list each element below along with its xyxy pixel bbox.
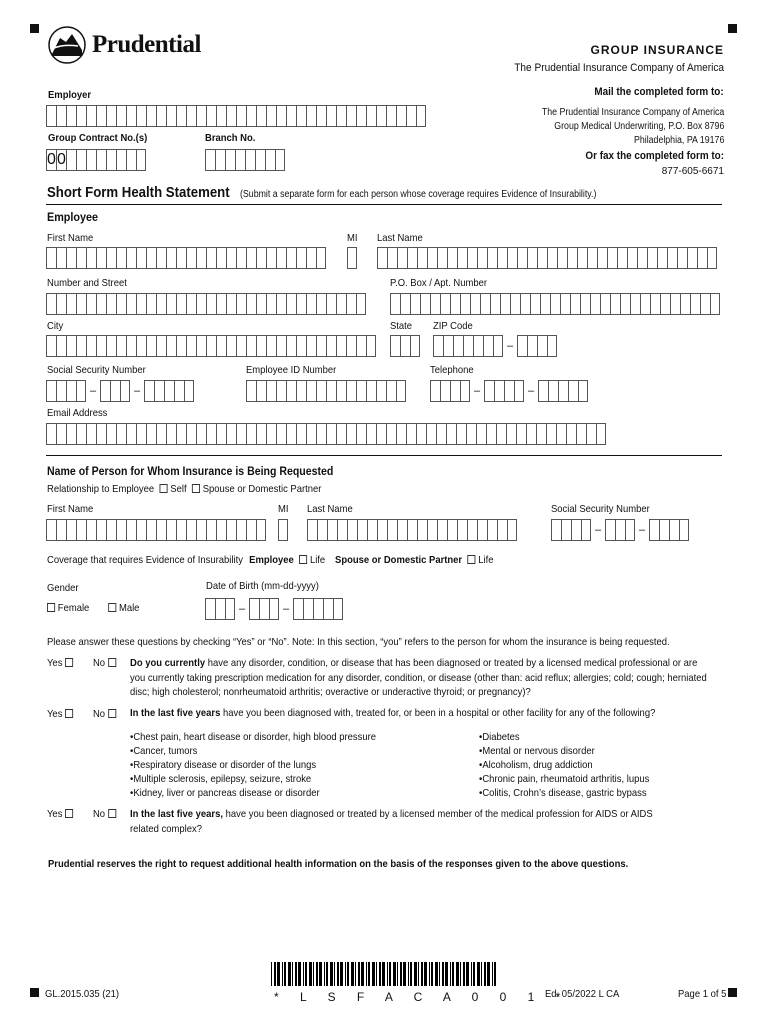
q2-yes-no bbox=[47, 708, 119, 720]
question-1 bbox=[130, 656, 707, 700]
yes-label: Yes bbox=[47, 708, 63, 720]
divider bbox=[46, 455, 722, 456]
q1-text: have any disorder, condition, or disease that has been diagnosed or treated by a licensed medical professional or are bbox=[205, 657, 698, 669]
person-ssn-field[interactable]: – – bbox=[551, 519, 689, 541]
street-label: Number and Street bbox=[47, 277, 127, 289]
q1-line3: disc; high cholesterol; nonrheumatoid arthritis; overactive or underactive thyroid; or pregnancy)? bbox=[130, 686, 531, 698]
fax-number: 877-605-6671 bbox=[661, 166, 724, 177]
registration-mark bbox=[728, 988, 737, 997]
dob-label: Date of Birth (mm-dd-yyyy) bbox=[206, 580, 319, 592]
person-last-name-label: Last Name bbox=[307, 503, 353, 515]
self-label: Self bbox=[170, 483, 187, 495]
coverage-row bbox=[47, 554, 493, 566]
registration-mark bbox=[30, 24, 39, 33]
q3-yes-checkbox[interactable] bbox=[65, 809, 73, 818]
condition-item: • Mental or nervous disorder bbox=[479, 744, 649, 758]
city-field[interactable] bbox=[46, 335, 376, 357]
condition-item: • Multiple sclerosis, epilepsy, seizure, stroke bbox=[130, 772, 376, 786]
reserve-note: Prudential reserves the right to request additional health information on the basis of the responses given to the above questions. bbox=[48, 858, 629, 870]
q2-no-checkbox[interactable] bbox=[108, 709, 116, 718]
yes-label: Yes bbox=[47, 808, 63, 820]
po-box-label: P.O. Box / Apt. Number bbox=[390, 277, 488, 289]
dob-field[interactable]: – – bbox=[205, 598, 343, 620]
spouse-label: Spouse or Domestic Partner bbox=[202, 483, 322, 495]
condition-item: • Respiratory disease or disorder of the lungs bbox=[130, 758, 376, 772]
zip-field[interactable]: – bbox=[433, 335, 557, 357]
mail-address bbox=[542, 106, 724, 148]
life-label: Life bbox=[478, 554, 494, 566]
page-number: Page 1 of 5 bbox=[678, 988, 727, 1000]
employee-heading: Employee bbox=[47, 210, 99, 224]
person-first-name-field[interactable] bbox=[46, 519, 266, 541]
questions-intro: Please answer these questions by checking “Yes” or “No”. Note: In this section, “you” refers to the person for whom the insurance is being requested. bbox=[47, 636, 670, 648]
q2-list-left bbox=[130, 730, 376, 800]
q1-yes-checkbox[interactable] bbox=[65, 658, 73, 667]
person-mi-label: MI bbox=[278, 503, 289, 515]
employee-id-label: Employee ID Number bbox=[246, 364, 337, 376]
coverage-label: Coverage that requires Evidence of Insurability bbox=[47, 554, 243, 566]
edition: Ed. 05/2022 L CA bbox=[545, 988, 620, 1000]
q3-text: have you been diagnosed or treated by a licensed member of the medical profession for AIDS or AIDS bbox=[222, 808, 653, 820]
fax-heading: Or fax the completed form to: bbox=[585, 150, 724, 162]
first-name-label: First Name bbox=[47, 232, 94, 244]
mail-line: Group Medical Underwriting, P.O. Box 8796 bbox=[553, 121, 724, 132]
spouse-life-checkbox[interactable] bbox=[467, 555, 475, 564]
q2-bold: In the last five years bbox=[130, 707, 221, 719]
group-contract-char[interactable]: 0 bbox=[56, 149, 66, 171]
relationship-row bbox=[47, 483, 321, 495]
rock-icon bbox=[48, 26, 86, 64]
registration-mark bbox=[30, 988, 39, 997]
female-label: Female bbox=[57, 602, 90, 614]
last-name-field[interactable] bbox=[377, 247, 717, 269]
person-ssn-label: Social Security Number bbox=[551, 503, 650, 515]
employee-id-field[interactable] bbox=[246, 380, 406, 402]
mail-line: Philadelphia, PA 19176 bbox=[633, 135, 724, 146]
group-contract-char[interactable]: 0 bbox=[46, 149, 56, 171]
state-label: State bbox=[390, 320, 413, 332]
zip-label: ZIP Code bbox=[433, 320, 473, 332]
spouse-checkbox[interactable] bbox=[192, 484, 200, 493]
person-first-name-label: First Name bbox=[47, 503, 94, 515]
condition-item: • Cancer, tumors bbox=[130, 744, 376, 758]
question-2 bbox=[130, 707, 655, 719]
form-subtitle: (Submit a separate form for each person whose coverage requires Evidence of Insurability.) bbox=[240, 189, 597, 200]
self-checkbox[interactable] bbox=[160, 484, 168, 493]
mi-label: MI bbox=[347, 232, 358, 244]
q3-yes-no bbox=[47, 808, 119, 820]
condition-item: • Chronic pain, rheumatoid arthritis, lupus bbox=[479, 772, 649, 786]
branch-field[interactable] bbox=[205, 149, 285, 171]
form-number: GL.2015.035 (21) bbox=[45, 988, 120, 1000]
employer-label: Employer bbox=[48, 89, 92, 101]
street-field[interactable] bbox=[46, 293, 366, 315]
condition-item: • Kidney, liver or pancreas disease or disorder bbox=[130, 786, 376, 800]
male-checkbox[interactable] bbox=[108, 603, 116, 612]
male-label: Male bbox=[118, 602, 140, 614]
employer-field[interactable] bbox=[46, 105, 426, 127]
coverage-employee: Employee bbox=[249, 554, 294, 566]
question-3 bbox=[130, 807, 653, 836]
q1-yes-no bbox=[47, 657, 119, 669]
ssn-label: Social Security Number bbox=[47, 364, 146, 376]
group-contract-field[interactable] bbox=[46, 149, 146, 171]
form-title: Short Form Health Statement bbox=[47, 184, 230, 201]
registration-mark bbox=[728, 24, 737, 33]
q1-bold: Do you currently bbox=[130, 657, 206, 669]
first-name-field[interactable] bbox=[46, 247, 326, 269]
gender-row bbox=[47, 602, 139, 614]
no-label: No bbox=[92, 808, 106, 820]
q3-no-checkbox[interactable] bbox=[108, 809, 116, 818]
no-label: No bbox=[92, 657, 106, 669]
state-field[interactable] bbox=[390, 335, 420, 357]
gender-label: Gender bbox=[47, 582, 79, 594]
condition-item: • Diabetes bbox=[479, 730, 649, 744]
group-insurance-heading: GROUP INSURANCE bbox=[590, 43, 724, 57]
condition-item: • Alcoholism, drug addiction bbox=[479, 758, 649, 772]
last-name-label: Last Name bbox=[377, 232, 423, 244]
employee-life-checkbox[interactable] bbox=[299, 555, 307, 564]
telephone-field[interactable]: – – bbox=[430, 380, 588, 402]
q2-yes-checkbox[interactable] bbox=[65, 709, 73, 718]
barcode-icon bbox=[271, 962, 498, 986]
mi-field[interactable] bbox=[347, 247, 357, 269]
person-last-name-field[interactable] bbox=[307, 519, 517, 541]
brand-name: Prudential bbox=[92, 31, 201, 58]
mail-line: The Prudential Insurance Company of America bbox=[541, 107, 724, 118]
email-label: Email Address bbox=[47, 407, 108, 419]
person-mi-field[interactable] bbox=[278, 519, 288, 541]
q1-no-checkbox[interactable] bbox=[108, 658, 116, 667]
condition-item: • Chest pain, heart disease or disorder, high blood pressure bbox=[130, 730, 376, 744]
city-label: City bbox=[47, 320, 64, 332]
person-heading: Name of Person for Whom Insurance is Being Requested bbox=[47, 464, 334, 478]
mail-heading: Mail the completed form to: bbox=[594, 86, 724, 98]
email-field[interactable] bbox=[46, 423, 606, 445]
company-name: The Prudential Insurance Company of America bbox=[514, 62, 724, 74]
relationship-label: Relationship to Employee bbox=[47, 483, 155, 495]
condition-item: • Colitis, Crohn’s disease, gastric bypass bbox=[479, 786, 649, 800]
female-checkbox[interactable] bbox=[47, 603, 55, 612]
q3-line2: related complex? bbox=[130, 822, 202, 835]
telephone-label: Telephone bbox=[430, 364, 474, 376]
prudential-logo bbox=[48, 26, 201, 64]
barcode bbox=[271, 962, 498, 986]
q2-list-right bbox=[479, 730, 649, 800]
group-contract-label: Group Contract No.(s) bbox=[48, 132, 148, 144]
yes-label: Yes bbox=[47, 657, 63, 669]
ssn-field[interactable]: – – bbox=[46, 380, 194, 402]
life-label: Life bbox=[309, 554, 326, 566]
branch-label: Branch No. bbox=[205, 132, 256, 144]
barcode-text: * L S F A C A 0 0 1 * bbox=[274, 990, 570, 1004]
q1-line2: you currently taking prescription medication for any disorder, condition, or disease (other than: acid reflux; allergies; cold; cough; herniated bbox=[130, 671, 707, 684]
coverage-spouse: Spouse or Domestic Partner bbox=[335, 554, 463, 566]
po-box-field[interactable] bbox=[390, 293, 720, 315]
q2-text: have you been diagnosed with, treated for, or been in a hospital or other facility for any of the following? bbox=[220, 707, 656, 719]
divider bbox=[46, 204, 722, 205]
q3-bold: In the last five years, bbox=[130, 808, 223, 820]
no-label: No bbox=[92, 708, 106, 720]
